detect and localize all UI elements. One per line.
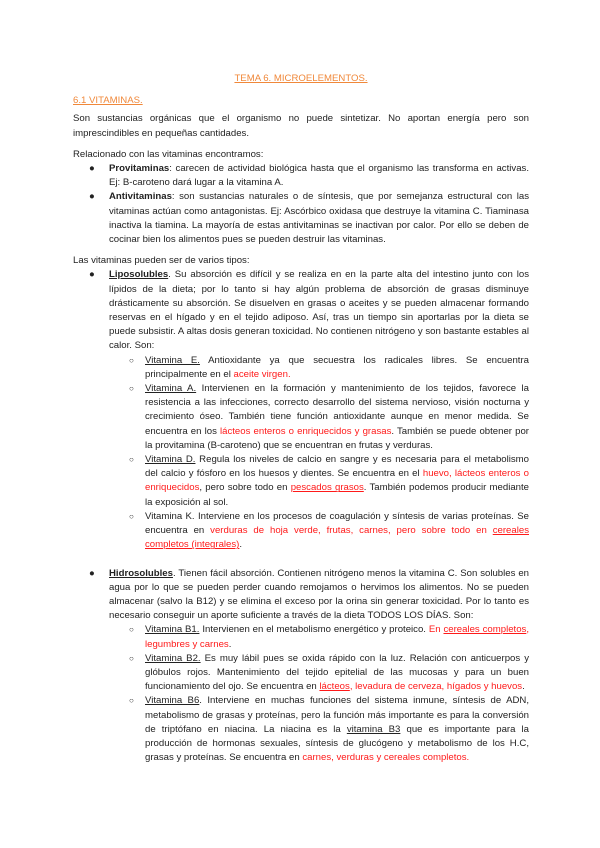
circle-bullet-icon: ○: [129, 384, 134, 394]
section-heading: 6.1 VITAMINAS.: [73, 95, 143, 107]
text-segment: pescados grasos: [290, 482, 364, 494]
text-segment: . Su absorción es difícil y se realiza en en la parte alta del intestino junto con los lípidos de la dieta; por lo tanto si hay algún problema de absorción de grasas disminuye drásticamente su absorción. Se disuelven en grasas o aceites y se pueden almacenar formando reservas en el hígado y en el tejido adiposo. Así, tras un tiempo sin aportarlas por la dieta se puede subsistir. A altas dosis generan toxicidad. No contienen nitrógeno y son bastante estables al calor. Son:: [109, 269, 529, 352]
intro-paragraph: Son sustancias orgánicas que el organismo no puede sintetizar. No aportan energía pero son imprescindibles en pequeñas cantidades.: [73, 113, 529, 139]
text-segment: Intervienen en la formación y mantenimiento de los tejidos, favorece la resistencia a las infecciones, correcto desarrollo del sistema nervioso, visión nocturna y crecimiento óseo. También tiene función antioxidante aunque en menor medida. Se encuentra en los: [145, 383, 529, 437]
bullet-icon: ●: [89, 163, 95, 175]
vitamin-type-item: [73, 567, 529, 624]
circle-bullet-icon: ○: [129, 625, 134, 635]
text-segment: carnes, verduras y cereales completos.: [302, 752, 470, 764]
text-segment: , levadura de cerveza, hígados y huevos: [349, 681, 523, 693]
related-list: [73, 162, 529, 247]
text-segment: , pero sobre todo en: [199, 482, 291, 494]
text-segment: .: [287, 368, 291, 380]
circle-bullet-icon: ○: [129, 653, 134, 663]
text-segment: aceite virgen: [233, 368, 288, 380]
text-segment: Vitamina B6: [145, 695, 200, 707]
text-segment: Vitamina A.: [145, 383, 197, 395]
text-segment: Vitamina E.: [145, 354, 200, 366]
text-segment: , legumbres y carnes: [145, 624, 530, 650]
text-segment: huevo, lácteos enteros o enriquecidos: [145, 468, 529, 494]
vitamin-item: [73, 510, 529, 553]
text-segment: lácteos: [319, 681, 350, 693]
text-segment: Provitaminas: [109, 163, 170, 175]
text-segment: .: [239, 539, 243, 551]
vitamin-item: [73, 382, 529, 453]
text-segment: . Tienen fácil absorción. Contienen nitrógeno menos la vitamina C. Son solubles en agua por lo que se pueden perder cuando remojamos o hervimos los alimentos. No se pueden almacenar (salvo la B12) y se elimina el exceso por la orina sin generar toxicidad. Por lo tanto es necesario conseguir un aporte suficiente a través de la dieta TODOS LOS DÍAS. Son:: [109, 567, 529, 622]
vitamin-item: [73, 623, 529, 651]
circle-bullet-icon: ○: [129, 455, 134, 465]
text-segment: Antioxidante ya que secuestra los radicales libres. Se encuentra principalmente en el: [145, 354, 529, 380]
text-segment: . También podemos producir mediante la exposición al sol.: [145, 482, 530, 508]
text-segment: Hidrosolubles: [109, 567, 173, 579]
vitamin-item: [73, 453, 529, 510]
text-segment: .: [522, 681, 525, 693]
document-page: [73, 72, 529, 765]
text-segment: cereales completos: [443, 624, 527, 636]
text-segment: Vitamina B2.: [145, 652, 201, 664]
text-segment: Intervienen en el metabolismo energético y proteico.: [199, 624, 429, 636]
related-item: [73, 190, 529, 247]
text-segment: Regula los niveles de calcio en sangre y es necesaria para el metabolismo del calcio y fósforo en los huesos y dientes. Se encuentra en el: [145, 454, 530, 480]
vitamin-type-item: [73, 268, 529, 353]
circle-bullet-icon: ○: [129, 355, 134, 365]
document-title: TEMA 6. MICROELEMENTOS.: [234, 73, 368, 84]
bullet-icon: ●: [89, 191, 95, 203]
text-segment: Vitamina D.: [145, 454, 196, 466]
text-segment: . También se puede obtener por la provitamina (B-caroteno) que se encuentran en frutas y verduras.: [145, 425, 529, 451]
circle-bullet-icon: ○: [129, 696, 134, 706]
text-segment: .: [228, 638, 232, 650]
text-segment: cereales completos (integrales): [145, 525, 529, 551]
text-segment: : carecen de actividad biológica hasta que el organismo las transforma en activas. Ej: B-caroteno dará lugar a la vitamina A.: [109, 163, 529, 189]
text-segment: Antivitaminas: [109, 191, 172, 203]
bullet-icon: ●: [89, 567, 95, 579]
vitamin-item: [73, 354, 529, 382]
circle-bullet-icon: ○: [129, 511, 134, 521]
vitamin-item: [73, 694, 529, 765]
text-segment: : son sustancias naturales o de síntesis, que por semejanza estructural con las vitaminas actúan como antagonistas. Ej: Ascórbico oxidasa que destruye la vitamina C. Tiaminasa inactiva la tiamina. La mayoría de estas antivitaminas se inactivan por calor. Por ello se deben de cocinar bien los alimentos pues se pueden destruir las vitaminas.: [109, 191, 529, 246]
text-segment: verduras de hoja verde, frutas, carnes, pero sobre todo en: [210, 525, 493, 537]
text-segment: que es importante para la producción de hormonas sexuales, síntesis de glucógeno y metabolismo de los H.C, grasas y proteínas. Se encuentra en: [145, 723, 529, 764]
text-segment: lácteos enteros o enriquecidos y grasas: [220, 425, 392, 437]
text-segment: vitamina B3: [346, 723, 401, 735]
spacer: [73, 553, 529, 567]
related-label: Relacionado con las vitaminas encontramos:: [73, 148, 264, 160]
text-segment: . Interviene en muchas funciones del sistema inmune, síntesis de ADN, metabolismo de grasas y proteínas, pero la función más importante es para la conversión de triptófano en niacina. La niacina es la: [145, 695, 529, 735]
related-item: [73, 162, 529, 190]
text-segment: Es muy lábil pues se oxida rápido con la luz. Relación con anticuerpos y glóbulos rojos. Mantenimiento del tejido epitelial de las mucosas y para un buen funcionamiento del ojo. Se encuentra en: [145, 652, 529, 693]
text-segment: En: [428, 624, 444, 636]
text-segment: Vitamina B1.: [145, 624, 200, 636]
vitamin-item: [73, 652, 529, 695]
types-label: Las vitaminas pueden ser de varios tipos:: [73, 255, 250, 267]
bullet-icon: ●: [89, 269, 95, 281]
text-segment: Vitamina K. Interviene en los procesos de coagulación y síntesis de varias proteínas. Se encuentra en: [145, 510, 529, 537]
text-segment: Liposolubles: [109, 269, 169, 281]
types-list: [73, 268, 529, 765]
